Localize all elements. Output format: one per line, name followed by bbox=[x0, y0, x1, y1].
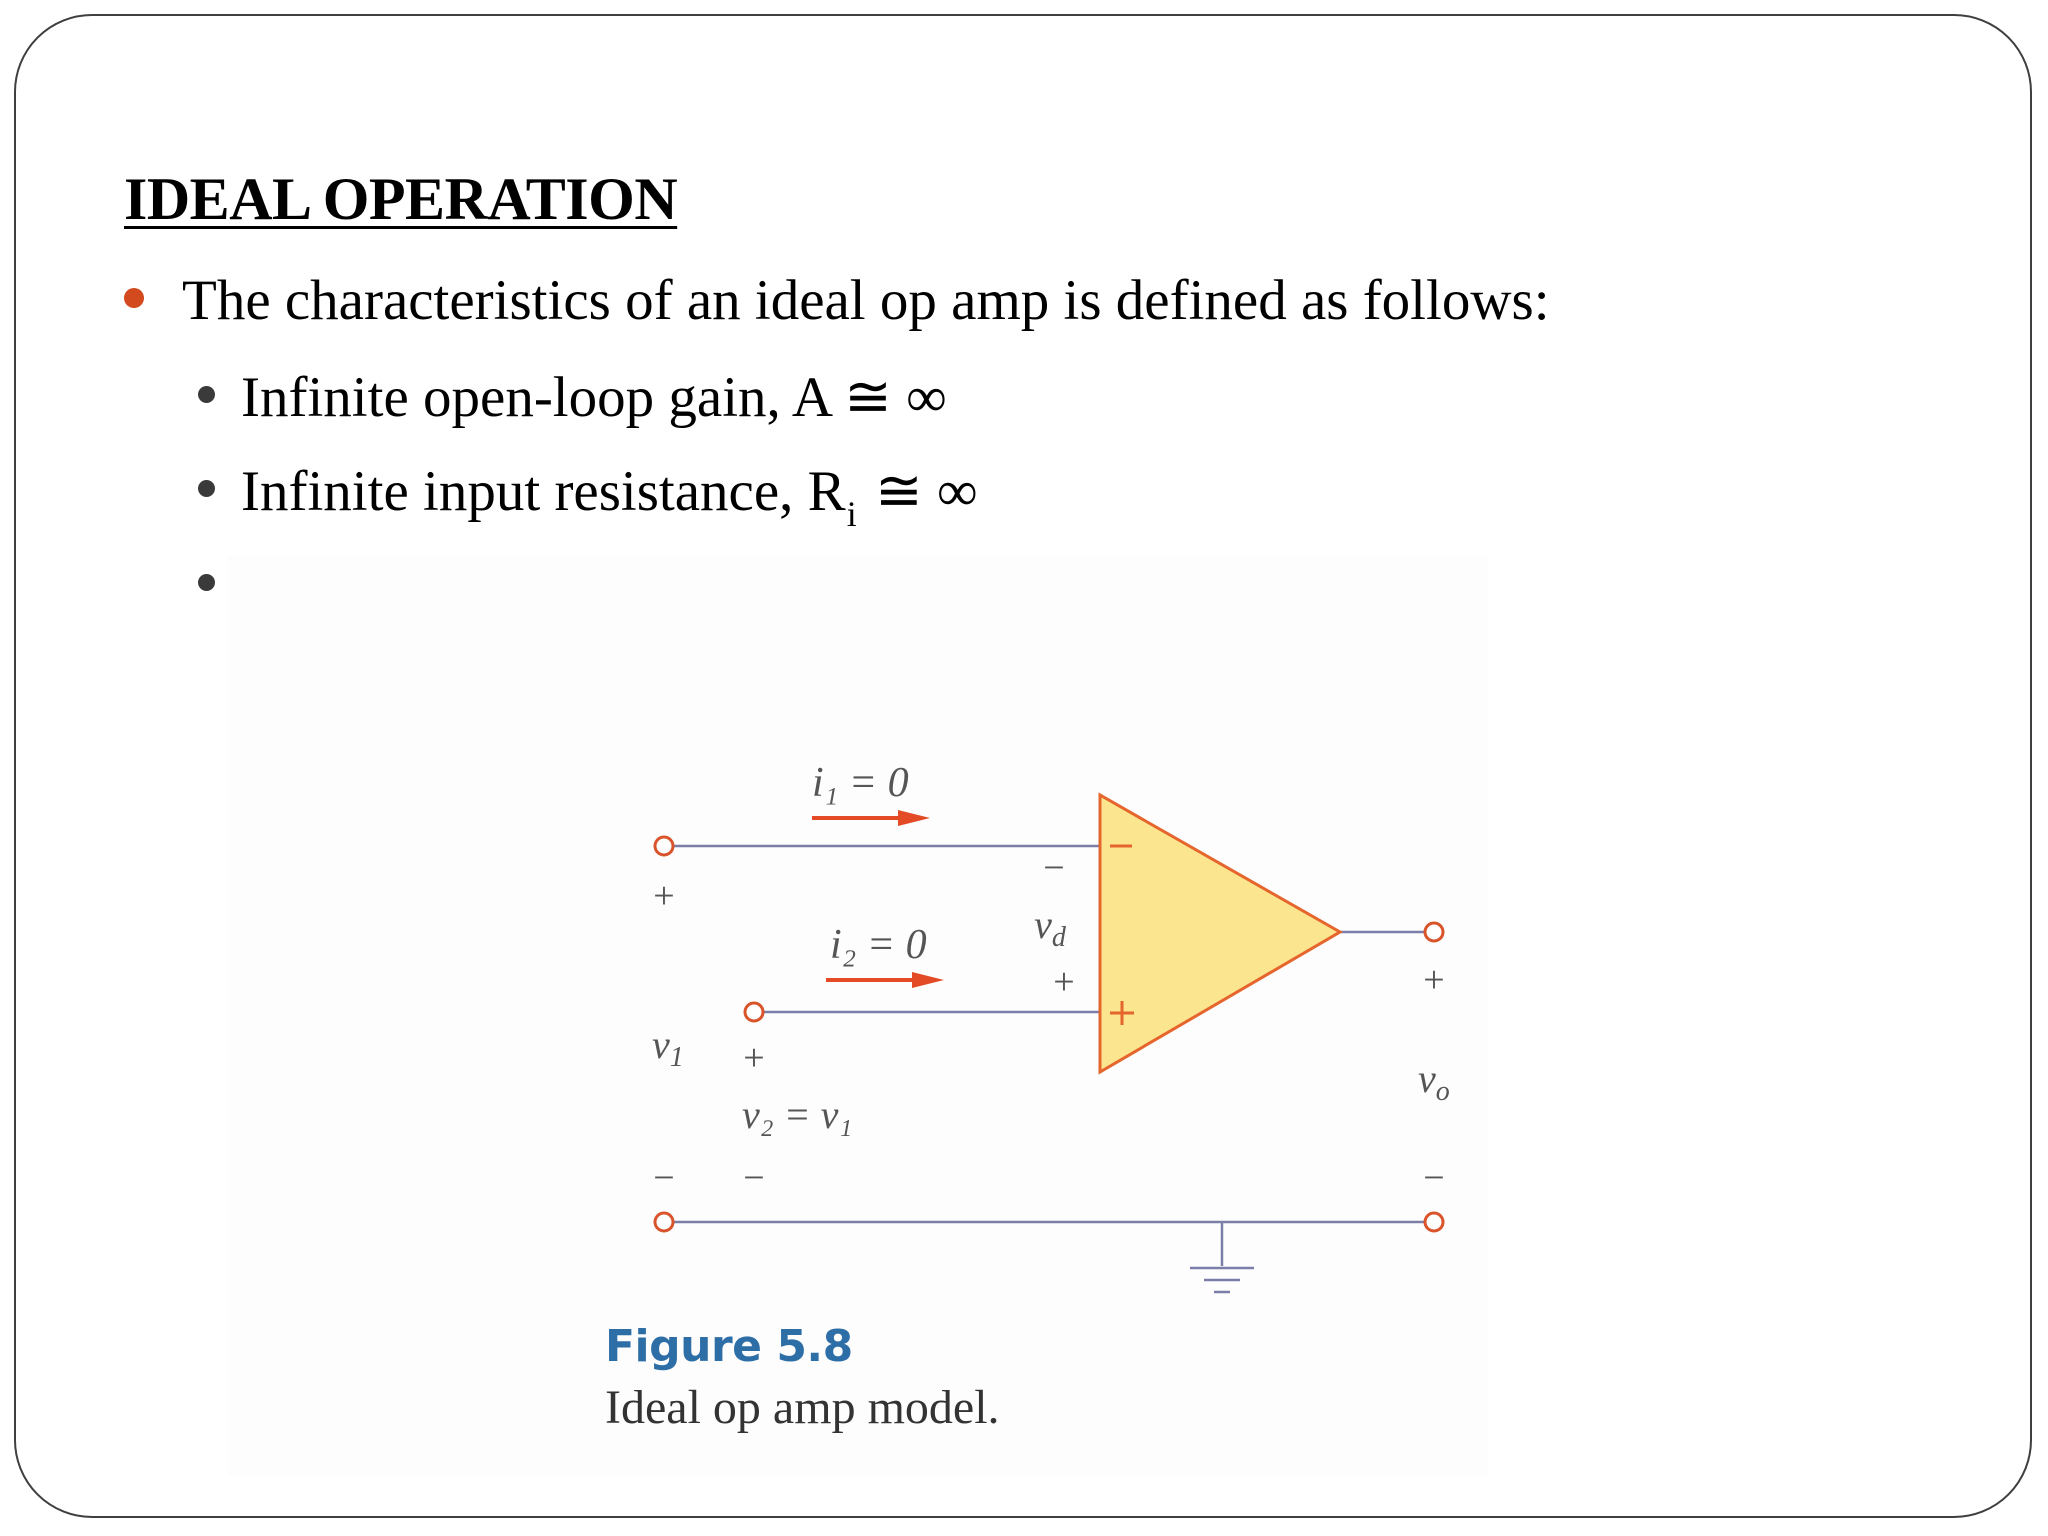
bullet-intro-text: The characteristics of an ideal op amp is defined as follows: bbox=[182, 269, 1550, 332]
label-vo bbox=[1418, 1056, 1450, 1107]
label-vd-sub: d bbox=[1051, 922, 1066, 953]
label-i2: i₂ = 0 bbox=[830, 922, 927, 968]
subscript-i: i bbox=[846, 494, 857, 534]
label-v1-sub: 1 bbox=[669, 1042, 684, 1073]
terminal-ground-right-icon bbox=[1425, 1213, 1443, 1231]
ground-icon bbox=[1190, 1268, 1254, 1292]
bullet-input-resistance-text: Infinite input resistance, R bbox=[241, 460, 846, 523]
label-v1-minus: − bbox=[653, 1157, 675, 1199]
terminal-output-icon bbox=[1425, 923, 1443, 941]
terminal-ground-left-icon bbox=[655, 1213, 673, 1231]
label-vd bbox=[1034, 902, 1067, 953]
label-vo-plus: + bbox=[1423, 959, 1445, 1001]
label-v1-plus: + bbox=[653, 875, 675, 917]
current-arrow-i1-head-icon bbox=[898, 810, 930, 826]
label-vo-v: v bbox=[1418, 1056, 1436, 1101]
label-vd-minus: − bbox=[1043, 847, 1065, 889]
label-v2-minus: − bbox=[743, 1157, 765, 1199]
current-arrow-i2-head-icon bbox=[912, 972, 944, 988]
label-v1 bbox=[652, 1022, 684, 1073]
bullet-open-loop-gain-text: Infinite open-loop gain, A ≅ ∞ bbox=[241, 366, 947, 429]
bullet-input-resistance-value: ≅ ∞ bbox=[860, 460, 978, 523]
label-v1-v: v bbox=[652, 1022, 670, 1067]
label-v2-plus: + bbox=[743, 1037, 765, 1079]
terminal-inverting-icon bbox=[655, 837, 673, 855]
op-amp-triangle-icon bbox=[1100, 795, 1340, 1072]
figure-number: Figure 5.8 bbox=[605, 1321, 853, 1372]
label-vd-plus: + bbox=[1053, 961, 1075, 1003]
terminal-noninverting-icon bbox=[745, 1003, 763, 1021]
figure-caption: Ideal op amp model. bbox=[605, 1381, 1000, 1434]
slide-title: IDEAL OPERATION bbox=[124, 166, 678, 232]
label-vd-v: v bbox=[1034, 902, 1052, 947]
label-i1: i₁ = 0 bbox=[812, 760, 909, 806]
label-vo-sub: o bbox=[1435, 1076, 1450, 1107]
label-vo-minus: − bbox=[1423, 1157, 1445, 1199]
label-v2-equals-v1: v₂ = v₁ bbox=[742, 1092, 853, 1137]
